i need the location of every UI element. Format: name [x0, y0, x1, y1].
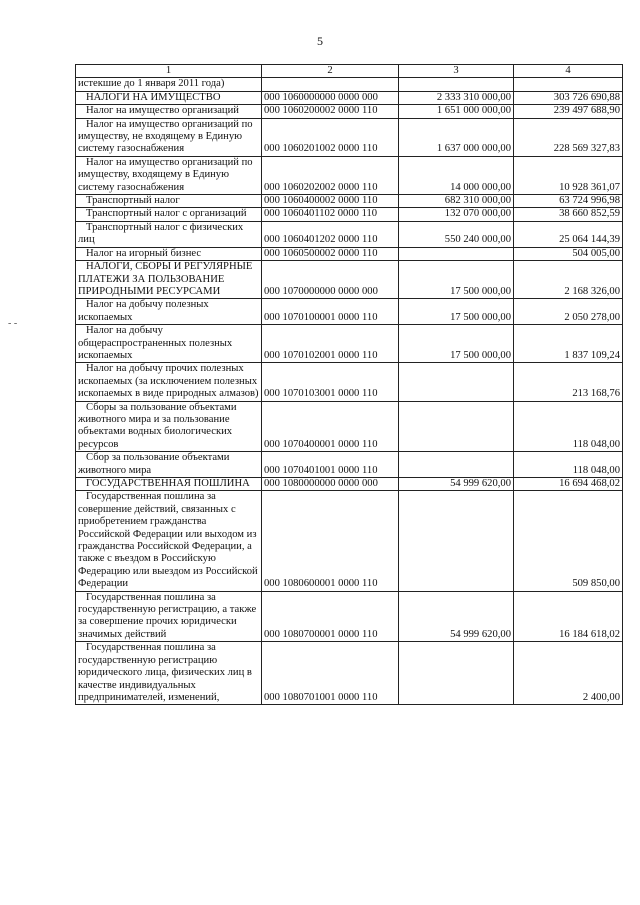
row-plan: 17 500 000,00: [399, 299, 514, 325]
row-name-text: Транспортный налог с организаций: [86, 208, 247, 220]
margin-mark: - -: [8, 318, 18, 329]
row-plan: 17 500 000,00: [399, 261, 514, 299]
row-name-text: Налог на имущество организаций по имуществу, не входящему в Единую систему газоснабжения: [78, 118, 253, 155]
row-name-text: Государственная пошлина за государственную регистрацию юридического лица, физических лиц в качестве индивидуальных предпринимателей, изменений,: [78, 642, 252, 703]
table-row: [76, 118, 623, 156]
row-name: [76, 591, 262, 642]
row-code: 000 1080701001 0000 110: [262, 642, 399, 705]
row-plan: [399, 642, 514, 705]
row-plan: [399, 452, 514, 478]
row-name: [76, 78, 262, 91]
row-name-text: Сбор за пользование объектами животного мира: [78, 452, 230, 476]
table-row: [76, 208, 623, 221]
row-name-text: ГОСУДАРСТВЕННАЯ ПОШЛИНА: [86, 478, 250, 489]
row-actual: 16 694 468,02: [514, 478, 623, 491]
table-header-row: [76, 65, 623, 78]
row-name-text: Транспортный налог: [86, 195, 180, 207]
row-name: [76, 118, 262, 156]
row-name: [76, 105, 262, 118]
row-code: 000 1070100001 0000 110: [262, 299, 399, 325]
table-row: [76, 363, 623, 401]
row-code: 000 1060400002 0000 110: [262, 195, 399, 208]
row-name: [76, 401, 262, 452]
row-actual: 118 048,00: [514, 452, 623, 478]
table-row: [76, 478, 623, 491]
row-name-text: Налог на имущество организаций по имуществу, входящему в Единую систему газоснабжения: [78, 156, 253, 193]
table-row: [76, 78, 623, 91]
row-code: 000 1060200002 0000 110: [262, 105, 399, 118]
row-code: 000 1080700001 0000 110: [262, 591, 399, 642]
row-plan: 2 333 310 000,00: [399, 91, 514, 104]
table-row: [76, 195, 623, 208]
column-header-3: 3: [399, 65, 514, 78]
row-code: [262, 78, 399, 91]
row-name: [76, 247, 262, 260]
row-actual: 228 569 327,83: [514, 118, 623, 156]
row-name: [76, 221, 262, 247]
table-row: [76, 91, 623, 104]
row-plan: [399, 363, 514, 401]
table-row: [76, 247, 623, 260]
row-actual: 16 184 618,02: [514, 591, 623, 642]
row-name: [76, 452, 262, 478]
column-header-4: 4: [514, 65, 623, 78]
row-plan: 132 070 000,00: [399, 208, 514, 221]
row-actual: 10 928 361,07: [514, 156, 623, 194]
row-code: 000 1080600001 0000 110: [262, 491, 399, 591]
row-name-text: Налог на игорный бизнес: [86, 247, 202, 259]
table-row: [76, 261, 623, 299]
row-name-text: Налог на добычу прочих полезных ископаемых (за исключением полезных ископаемых в виде природных алмазов): [78, 363, 259, 400]
revenue-table: [75, 64, 623, 705]
row-name-text: Сборы за пользование объектами животного мира и за пользование объектами водных биологических ресурсов: [78, 401, 237, 450]
row-actual: 2 050 278,00: [514, 299, 623, 325]
row-name: [76, 491, 262, 591]
row-plan: 54 999 620,00: [399, 591, 514, 642]
row-plan: 17 500 000,00: [399, 325, 514, 363]
row-actual: 213 168,76: [514, 363, 623, 401]
row-actual: 239 497 688,90: [514, 105, 623, 118]
row-code: 000 1070102001 0000 110: [262, 325, 399, 363]
row-name: [76, 642, 262, 705]
table-row: [76, 401, 623, 452]
row-name: [76, 208, 262, 221]
row-actual: 504 005,00: [514, 247, 623, 260]
row-code: 000 1060201002 0000 110: [262, 118, 399, 156]
row-actual: 63 724 996,98: [514, 195, 623, 208]
row-code: 000 1060401102 0000 110: [262, 208, 399, 221]
row-code: 000 1080000000 0000 000: [262, 478, 399, 491]
row-plan: 1 637 000 000,00: [399, 118, 514, 156]
column-header-2: 2: [262, 65, 399, 78]
row-name-text: Государственная пошлина за государственную регистрацию, а также за совершение прочих юридически значимых действий: [78, 591, 257, 640]
row-actual: 1 837 109,24: [514, 325, 623, 363]
table-row: [76, 491, 623, 591]
row-code: 000 1060401202 0000 110: [262, 221, 399, 247]
row-actual: 118 048,00: [514, 401, 623, 452]
row-code: 000 1060000000 0000 000: [262, 91, 399, 104]
row-code: 000 1070401001 0000 110: [262, 452, 399, 478]
row-code: 000 1060500002 0000 110: [262, 247, 399, 260]
row-plan: 1 651 000 000,00: [399, 105, 514, 118]
table-row: [76, 591, 623, 642]
row-plan: [399, 78, 514, 91]
revenue-table-body: [76, 65, 623, 705]
row-name: [76, 261, 262, 299]
row-name-text: Транспортный налог с физических лиц: [78, 221, 244, 246]
row-actual: 2 400,00: [514, 642, 623, 705]
page-number: 5: [317, 34, 323, 48]
row-actual: 303 726 690,88: [514, 91, 623, 104]
row-name: [76, 325, 262, 363]
table-row: [76, 642, 623, 705]
column-header-1: 1: [76, 65, 262, 78]
table-row: [76, 221, 623, 247]
row-actual: 2 168 326,00: [514, 261, 623, 299]
row-plan: 54 999 620,00: [399, 478, 514, 491]
row-plan: 14 000 000,00: [399, 156, 514, 194]
row-name: [76, 363, 262, 401]
row-actual: 509 850,00: [514, 491, 623, 591]
row-plan: [399, 401, 514, 452]
row-name: [76, 156, 262, 194]
row-plan: [399, 247, 514, 260]
table-row: [76, 105, 623, 118]
row-name-text: Государственная пошлина за совершение действий, связанных с приобретением гражданства Российской Федерации или выходом из гражданства Российской Федерации, а также с въездом в Российскую Федерацию или выездом из Российской Федерации: [78, 491, 258, 590]
row-name-text: истекшие до 1 января 2011 года): [78, 78, 225, 90]
row-name: [76, 299, 262, 325]
row-plan: [399, 491, 514, 591]
row-name-text: Налог на имущество организаций: [86, 105, 239, 117]
row-name-text: Налог на добычу полезных ископаемых: [78, 299, 209, 323]
row-actual: 38 660 852,59: [514, 208, 623, 221]
row-name: [76, 91, 262, 104]
row-actual: 25 064 144,39: [514, 221, 623, 247]
row-actual: [514, 78, 623, 91]
row-code: 000 1060202002 0000 110: [262, 156, 399, 194]
table-row: [76, 299, 623, 325]
row-name-text: НАЛОГИ, СБОРЫ И РЕГУЛЯРНЫЕ ПЛАТЕЖИ ЗА ПОЛЬЗОВАНИЕ ПРИРОДНЫМИ РЕСУРСАМИ: [78, 261, 253, 297]
table-row: [76, 452, 623, 478]
row-code: 000 1070103001 0000 110: [262, 363, 399, 401]
row-code: 000 1070000000 0000 000: [262, 261, 399, 299]
row-plan: 550 240 000,00: [399, 221, 514, 247]
row-plan: 682 310 000,00: [399, 195, 514, 208]
row-name-text: НАЛОГИ НА ИМУЩЕСТВО: [86, 91, 221, 103]
row-name: [76, 195, 262, 208]
row-name-text: Налог на добычу общераспространенных полезных ископаемых: [78, 325, 233, 361]
table-row: [76, 325, 623, 363]
row-name: [76, 478, 262, 491]
row-code: 000 1070400001 0000 110: [262, 401, 399, 452]
table-row: [76, 156, 623, 194]
